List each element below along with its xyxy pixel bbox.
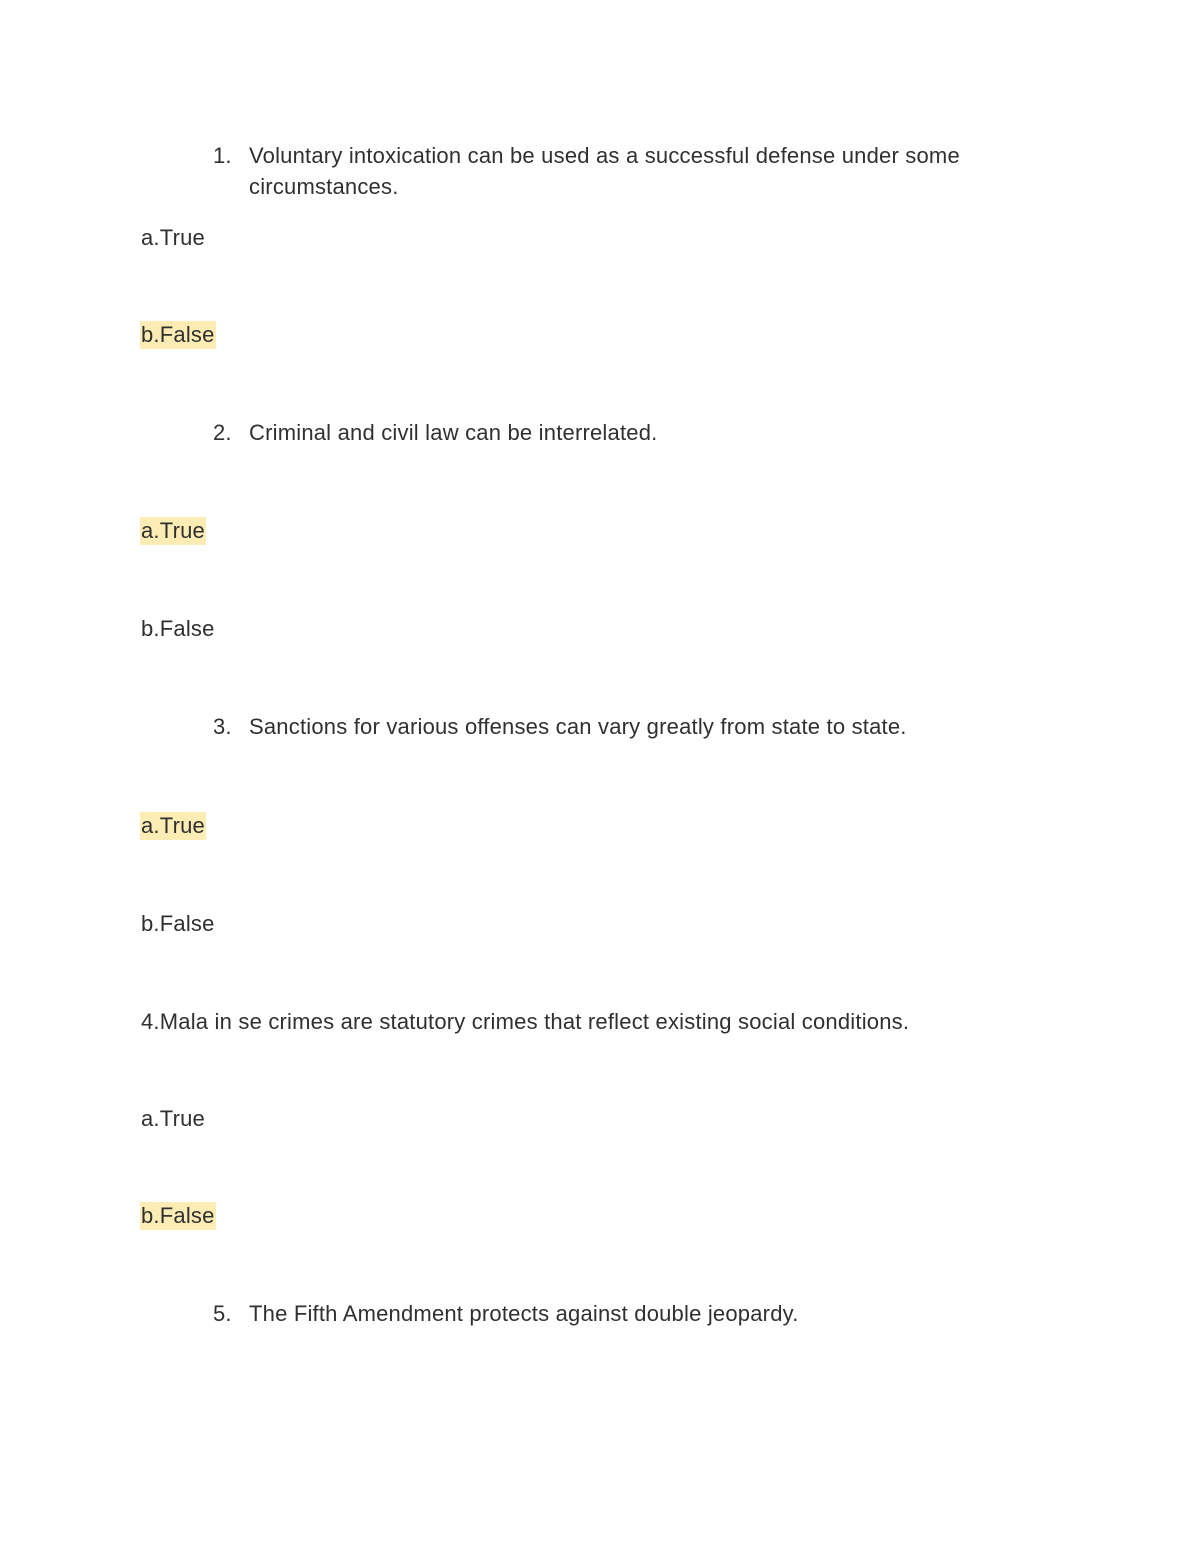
option-label: b.False [141,911,215,936]
option-label-highlighted: a.True [141,813,205,838]
option-label-highlighted: b.False [141,322,215,347]
question-1-text: Voluntary intoxication can be used as a successful defense under some circumstances. [249,143,960,199]
question-2-text: Criminal and civil law can be interrelated. [249,420,658,445]
option-label-highlighted: a.True [141,518,205,543]
question-3-option-b [141,908,215,939]
question-4-option-b [141,1200,216,1231]
question-1-number: 1. [213,143,232,168]
option-label-highlighted: b.False [141,1203,215,1228]
question-2-number: 2. [213,420,232,445]
option-label: a.True [141,1106,205,1131]
question-3-text: Sanctions for various offenses can vary greatly from state to state. [249,714,907,739]
question-4-option-a [141,1103,205,1134]
question-5-text: The Fifth Amendment protects against double jeopardy. [249,1301,799,1326]
question-5-number: 5. [213,1301,232,1326]
question-3-option-a [141,810,206,841]
option-label: a.True [141,225,205,250]
question-3-number: 3. [213,714,232,739]
question-2-option-b [141,613,215,644]
question-1-option-b [141,319,216,350]
question-4-text: 4.Mala in se crimes are statutory crimes that reflect existing social conditions. [141,1009,910,1034]
question-1-option-a [141,222,205,253]
question-2-option-a [141,515,206,546]
option-label: b.False [141,616,215,641]
